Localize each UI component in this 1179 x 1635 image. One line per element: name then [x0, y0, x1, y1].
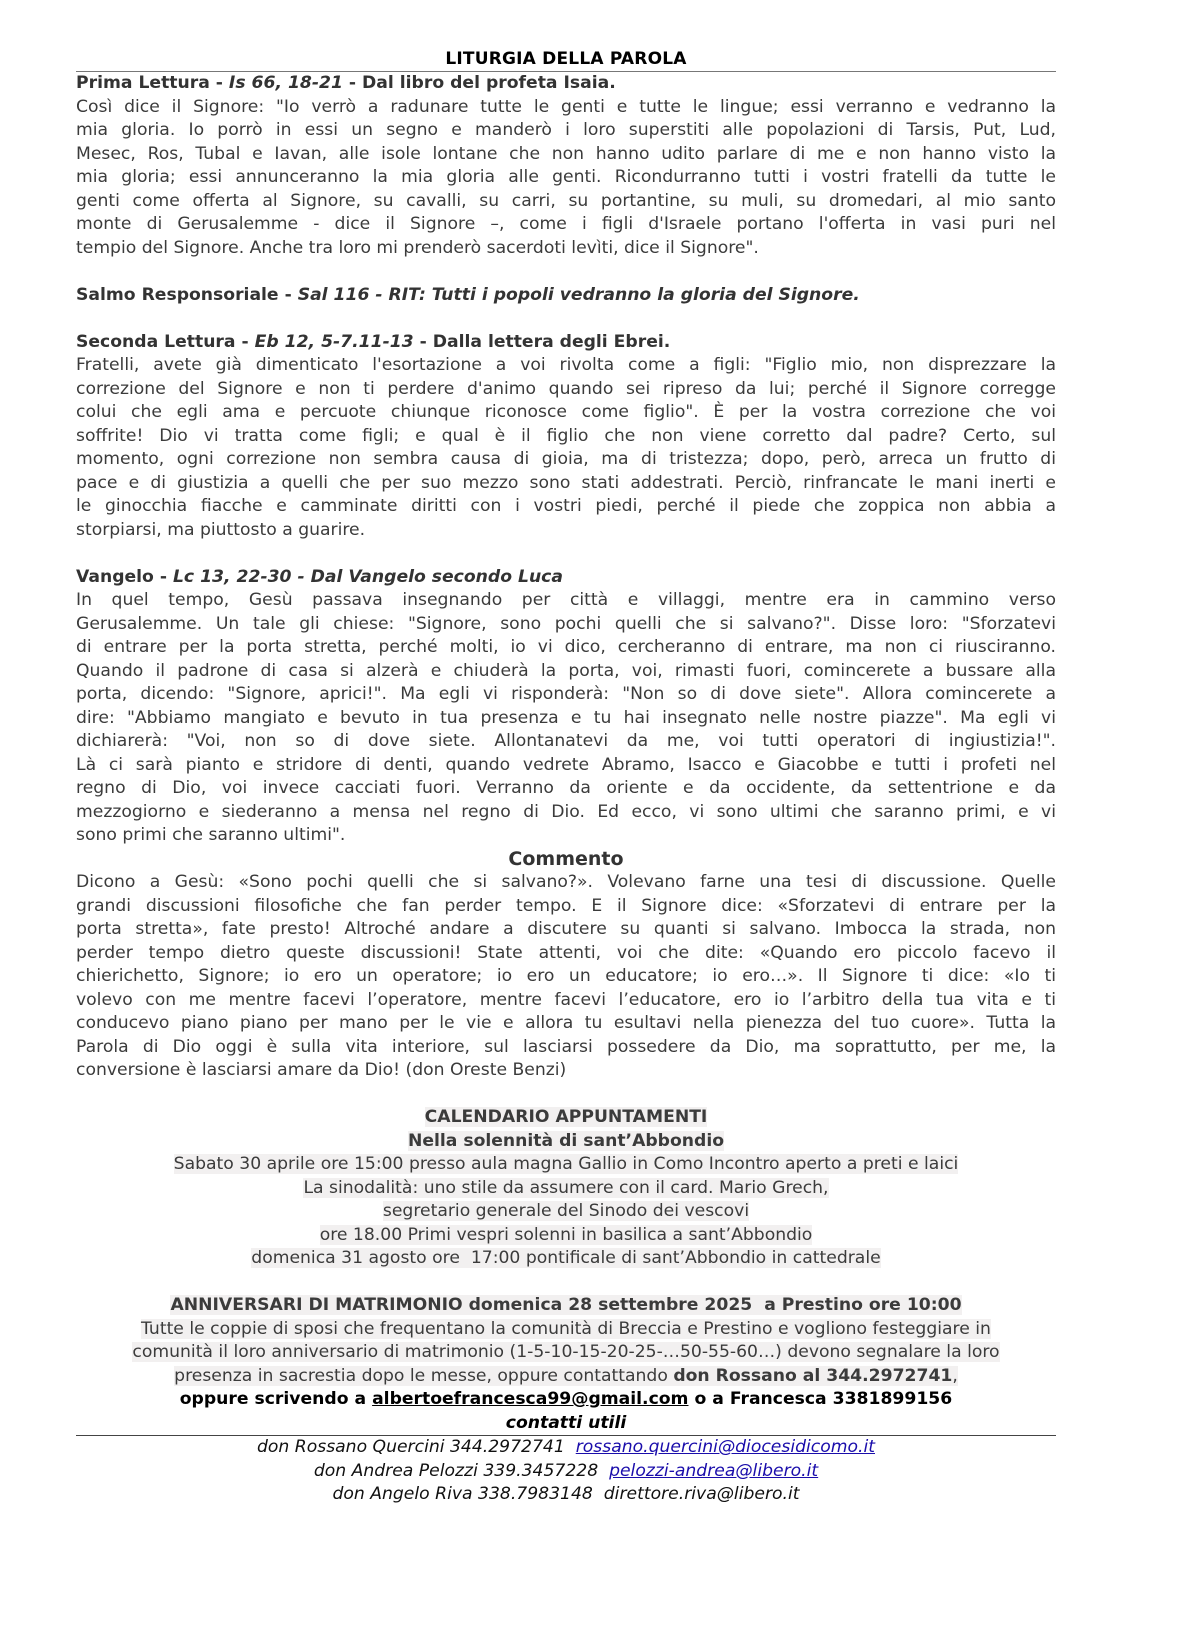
vangelo-heading [76, 566, 1056, 590]
seconda-lettura-ref: Eb 12, 5-7.11-13 [254, 331, 414, 352]
text-line: dichiarerà: "Voi, non so di dove siete. Allontanatevi da me, voi tutti operatori di ingiustizia!". [76, 731, 1056, 751]
text-line: dire: "Abbiamo mangiato e bevuto in tua presenza e tu hai insegnato nelle nostre piazze". Ma egli vi [76, 707, 1056, 728]
text-line: di entrare per la porta stretta, perché molti, io vi dico, cercheranno di entrare, ma non ci riusciranno. [76, 637, 1056, 657]
anniversari-section [76, 1294, 1056, 1412]
text-line: grandi discussioni filosofiche che fan perder tempo. E il Signore dice: «Sforzatevi di entrare per la [76, 895, 1056, 916]
text-line: Quando il padrone di casa si alzerà e chiuderà la porta, voi, rimasti fuori, comincerete a bussare alla [76, 660, 1056, 681]
prima-lettura-heading [76, 72, 1056, 96]
contact-item [76, 1460, 1056, 1484]
page-title: LITURGIA DELLA PAROLA [445, 49, 687, 69]
contatti-section [76, 1412, 1056, 1507]
text-line: tempio del Signore. Anche tra loro mi prenderò sacerdoti levìti, dice il Signore". [76, 237, 759, 258]
text-line: mezzogiorno e siederanno a mensa nel regno di Dio. Ed ecco, vi sono ultimi che saranno primi, e vi [76, 801, 1056, 822]
text-line: mia gloria; essi annunceranno la mia gloria alle genti. Ricondurranno tutti i vostri fratelli da tutte le [76, 167, 1056, 187]
vangelo-text [76, 589, 1056, 848]
commento-title: Commento [508, 847, 624, 870]
contact-text: don Angelo Riva 338.7983148 [332, 1484, 604, 1504]
anniversari-line3-text: presenza in sacrestia dopo le messe, oppure contattando [174, 1365, 674, 1386]
anniversari-line4-text: oppure scrivendo a [179, 1389, 373, 1409]
contact-email-link[interactable]: pelozzi-andrea@libero.it [609, 1460, 819, 1481]
prima-lettura-ref: Is 66, 18-21 [228, 73, 343, 93]
calendario-line: La sinodalità: uno stile da assumere con il card. Mario Grech, [303, 1177, 829, 1198]
text-line: Così dice il Signore: "Io verrò a radunare tutte le genti e tutte le lingue; essi verranno e vedranno la [76, 96, 1056, 117]
text-line: conducevo piano piano per mano per le vie e allora tu esultavi nella pienezza del tuo cuore». Tutta la [76, 1013, 1056, 1033]
contact-email-link[interactable]: rossano.quercini@diocesidicomo.it [575, 1437, 875, 1457]
seconda-lettura-text [76, 354, 1056, 542]
contatti-title: contatti utili [505, 1412, 627, 1433]
calendario-line: domenica 31 agosto ore 17:00 pontificale di sant’Abbondio in cattedrale [251, 1248, 881, 1268]
anniversari-line4 [76, 1388, 1056, 1412]
text-line: Mesec, Ros, Tubal e Iavan, alle isole lontane che non hanno udito parlare di me e non hanno visto la [76, 143, 1056, 164]
contact-item [76, 1483, 1056, 1507]
text-line: porta stretta», fate presto! Altroché andare a discutere su quanti si salvano. Imbocca la strada, non [76, 919, 1056, 939]
anniversari-contact-rossano: don Rossano al 344.2972741 [673, 1365, 953, 1386]
text-line: Fratelli, avete già dimenticato l'esortazione a voi rivolta come a figli: "Figlio mio, non disprezzare la [76, 355, 1056, 375]
text-line: storpiarsi, ma piuttosto a guarire. [76, 519, 366, 540]
seconda-lettura-section [76, 331, 1056, 543]
anniversari-email-link[interactable]: albertoefrancesca99@gmail.com [372, 1389, 689, 1409]
text-line: Là ci sarà pianto e stridore di denti, quando vedrete Abramo, Isacco e Giacobbe e tutti i profeti nel [76, 754, 1056, 775]
text-line: In quel tempo, Gesù passava insegnando per città e villaggi, mentre era in cammino verso [76, 590, 1056, 610]
text-line: Gerusalemme. Un tale gli chiese: "Signore, sono pochi quelli che si salvano?". Disse loro: "Sforzatevi [76, 613, 1056, 634]
vangelo-label: Vangelo - [76, 566, 173, 587]
calendario-subtitle: Nella solennità di sant’Abbondio [407, 1130, 725, 1151]
text-line: genti come offerta al Signore, su cavalli, su carri, su portantine, su muli, su dromedari, al mio santo [76, 190, 1056, 211]
text-line: pace e di giustizia a quelli che per suo mezzo sono stati addestrati. Perciò, rinfrancate le mani inerti e [76, 472, 1056, 493]
commento-section [76, 848, 1056, 1083]
contact-text: don Rossano Quercini 344.2972741 [257, 1437, 576, 1457]
prima-lettura-text [76, 96, 1056, 261]
salmo-ref: Sal 116 - RIT: Tutti i popoli vedranno la gloria del Signore. [297, 284, 860, 305]
text-line: momento, ogni correzione non sembra causa di gioia, ma di tristezza; dopo, però, arreca un frutto di [76, 449, 1056, 469]
vangelo-section [76, 566, 1056, 848]
calendario-section [76, 1106, 1056, 1271]
text-line: correzione del Signore e non ti perdere d'animo quando sei ripreso da lui; perché il Signore corregge [76, 378, 1056, 399]
text-line: mia gloria. Io porrò in essi un segno e manderò i loro superstiti alle popolazioni di Tarsis, Put, Lud, [76, 120, 1056, 140]
anniversari-line: comunità il loro anniversario di matrimonio (1-5-10-15-20-25-…50-55-60…) devono segnalare la loro [132, 1342, 1000, 1362]
contact-item [76, 1436, 1056, 1460]
anniversari-line3-end: , [952, 1365, 958, 1386]
calendario-title: CALENDARIO APPUNTAMENTI [424, 1107, 708, 1127]
commento-text [76, 871, 1056, 1083]
text-line: sono primi che saranno ultimi". [76, 825, 346, 845]
prima-lettura-label: Prima Lettura - [76, 73, 229, 93]
contact-text: don Andrea Pelozzi 339.3457228 [313, 1460, 610, 1481]
salmo-heading [76, 284, 1056, 308]
anniversari-line4-end: o a Francesca 3381899156 [688, 1389, 953, 1409]
seconda-lettura-heading [76, 331, 1056, 355]
text-line: Parola di Dio oggi è sulla vita interiore, sul lasciarsi possedere da Dio, ma soprattutto, per me, la [76, 1036, 1056, 1057]
text-line: regno di Dio, voi invece cacciati fuori. Verranno da oriente e da occidente, da settentrione e da [76, 778, 1056, 798]
text-line: Dicono a Gesù: «Sono pochi quelli che si salvano?». Volevano farne una tesi di discussione. Quelle [76, 872, 1056, 892]
anniversari-line [174, 1366, 958, 1386]
seconda-lettura-source: - Dalla lettera degli Ebrei. [413, 331, 671, 352]
seconda-lettura-label: Seconda Lettura - [76, 331, 255, 352]
contact-email: direttore.riva@libero.it [603, 1484, 800, 1504]
anniversari-title: ANNIVERSARI DI MATRIMONIO domenica 28 settembre 2025 a Prestino ore 10:00 [170, 1295, 962, 1315]
calendario-line: ore 18.00 Primi vespri solenni in basilica a sant’Abbondio [319, 1224, 813, 1245]
text-line: conversione è lasciarsi amare da Dio! (don Oreste Benzi) [76, 1060, 567, 1080]
prima-lettura-section [76, 72, 1056, 260]
calendario-line: Sabato 30 aprile ore 15:00 presso aula magna Gallio in Como Incontro aperto a preti e laici [173, 1154, 959, 1174]
text-line: perder tempo dietro queste discussioni! State attenti, voi che dite: «Quando ero piccolo facevo il [76, 942, 1056, 963]
text-line: chierichetto, Signore; io ero un operatore; io ero un educatore; io ero…». Il Signore ti dice: «Io ti [76, 966, 1056, 986]
prima-lettura-source: - Dal libro del profeta Isaia. [342, 73, 616, 93]
text-line: monte di Gerusalemme - dice il Signore –, come i figli d'Israele portano l'offerta in vasi puri nel [76, 214, 1056, 234]
text-line: volevo con me mentre facevi l’operatore, mentre facevi l’educatore, ero io l’arbitro della tua vita e ti [76, 989, 1056, 1010]
salmo-label: Salmo Responsoriale - [76, 284, 298, 305]
vangelo-ref: Lc 13, 22-30 - Dal Vangelo secondo Luca [172, 566, 563, 587]
text-line: soffrite! Dio vi tratta come figli; e qual è il figlio che non viene corretto dal padre? Certo, sul [76, 425, 1056, 446]
text-line: porta, dicendo: "Signore, aprici!". Ma egli vi risponderà: "Non so di dove siete". Allora comincerete a [76, 684, 1056, 704]
text-line: le ginocchia fiacche e camminate diritti con i vostri piedi, perché il piede che zoppica non abbia a [76, 496, 1056, 516]
calendario-line: segretario generale del Sinodo dei vescovi [382, 1201, 750, 1221]
bulletin-page [76, 48, 1056, 1507]
anniversari-line: Tutte le coppie di sposi che frequentano la comunità di Breccia e Prestino e vogliono festeggiare in [141, 1318, 991, 1339]
text-line: colui che egli ama e percuote chiunque riconosce come figlio". È per la vostra correzione che voi [76, 402, 1056, 422]
